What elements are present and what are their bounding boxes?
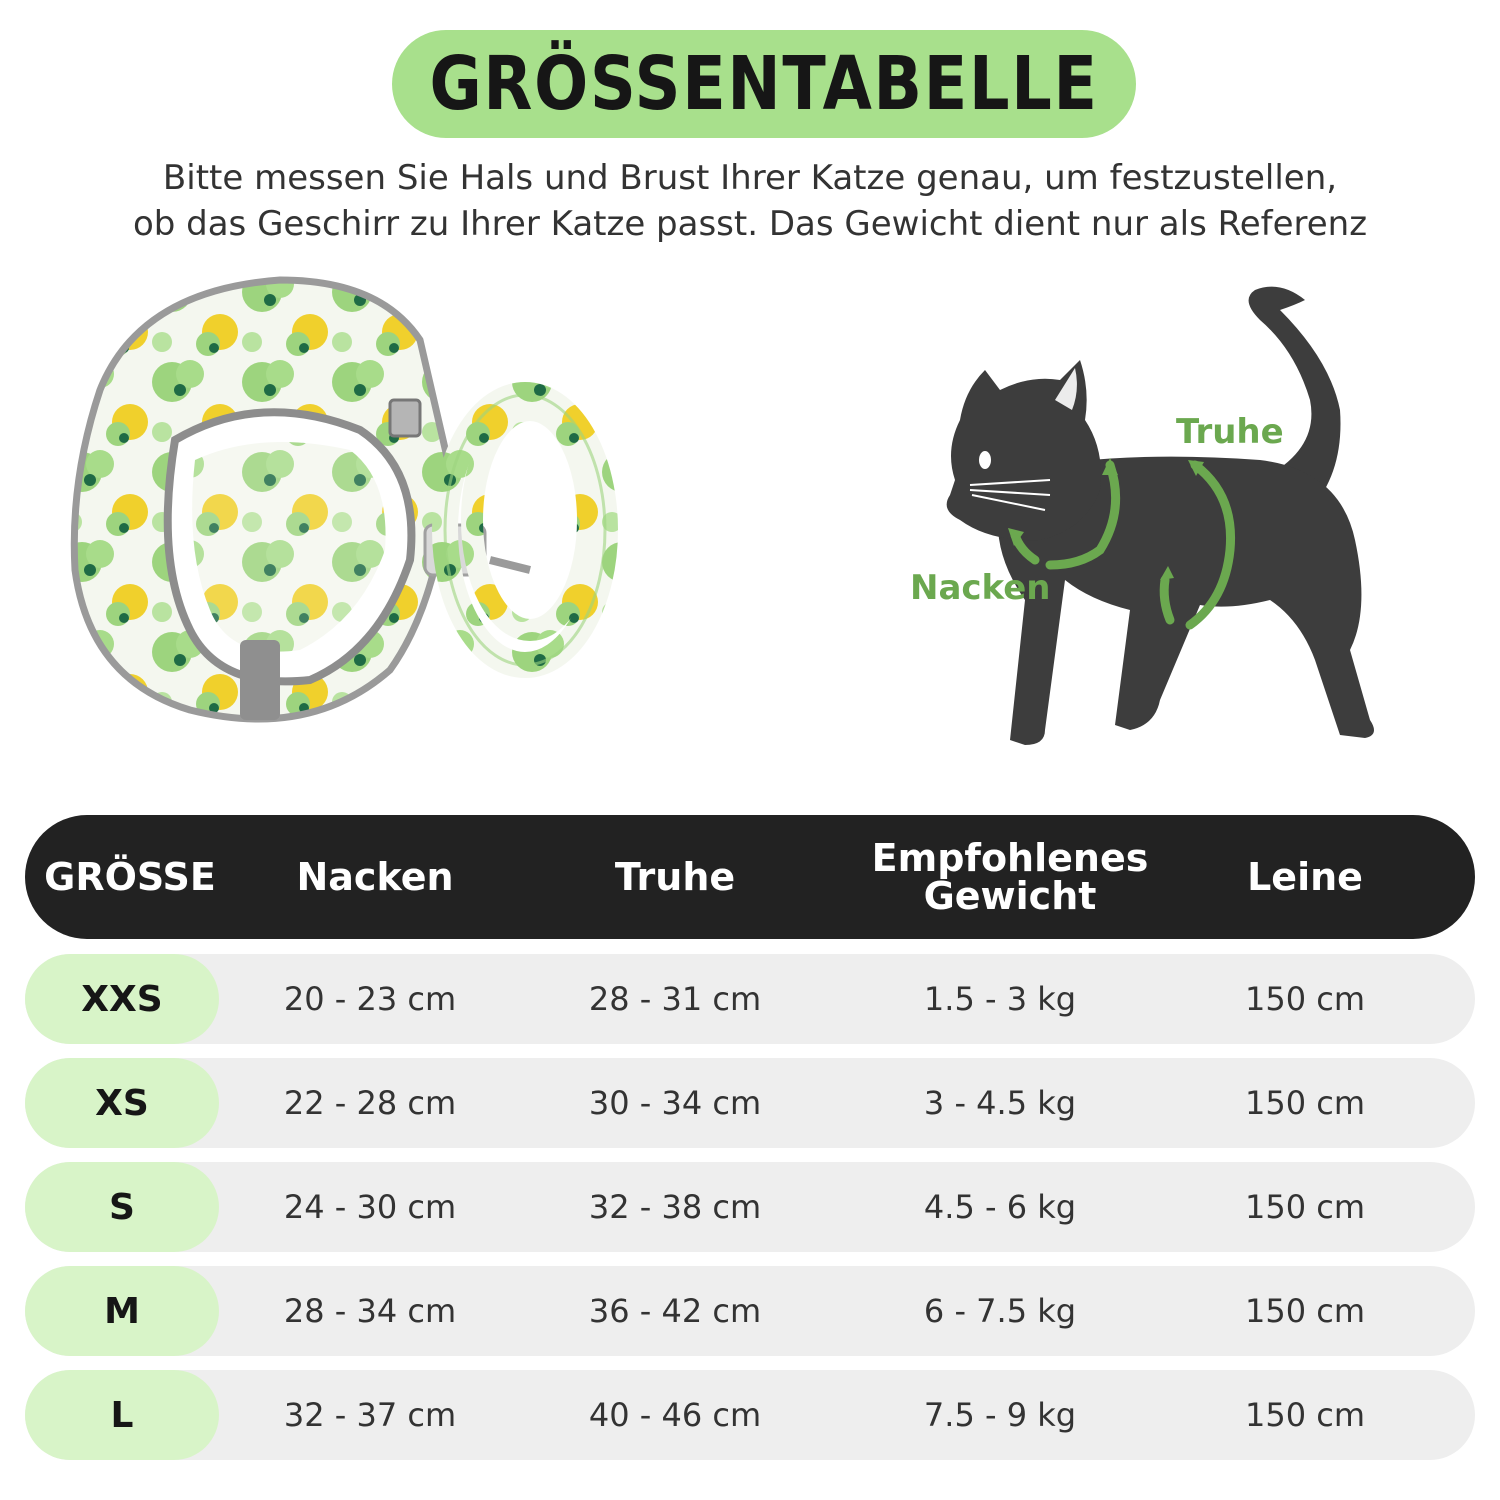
chest-cell: 30 - 34 cm: [588, 1084, 762, 1122]
table-row: [25, 1370, 1475, 1460]
weight-cell: 3 - 4.5 kg: [923, 1084, 1077, 1122]
leash-cell: 150 cm: [1244, 1396, 1365, 1434]
cat-measurement-diagram: [900, 280, 1440, 760]
page-title: GRÖSSENTABELLE: [429, 41, 1099, 127]
size-badge: L: [25, 1370, 219, 1460]
chest-cell: 28 - 31 cm: [588, 980, 762, 1018]
size-badge: XS: [25, 1058, 219, 1148]
chest-cell: 40 - 46 cm: [588, 1396, 762, 1434]
size-badge: M: [25, 1266, 219, 1356]
neck-cell: 32 - 37 cm: [283, 1396, 457, 1434]
header-weight-line-2: Gewicht: [923, 874, 1097, 918]
neck-cell: 28 - 34 cm: [283, 1292, 457, 1330]
header-leash: Leine: [1247, 855, 1363, 899]
leash-cell: 150 cm: [1244, 980, 1365, 1018]
leash-cell: 150 cm: [1244, 1084, 1365, 1122]
chest-label: Truhe: [1176, 412, 1284, 452]
table-row: [25, 1058, 1475, 1148]
chest-cell: 36 - 42 cm: [588, 1292, 762, 1330]
instructions-line-2: ob das Geschirr zu Ihrer Katze passt. Das Gewicht dient nur als Referenz: [132, 204, 1368, 244]
weight-cell: 1.5 - 3 kg: [923, 980, 1077, 1018]
table-row: [25, 1266, 1475, 1356]
weight-cell: 6 - 7.5 kg: [923, 1292, 1077, 1330]
size-badge: XXS: [25, 954, 219, 1044]
harness-leash-image: [60, 270, 630, 740]
instructions-text: [0, 155, 1500, 247]
size-table-header: [25, 815, 1475, 939]
leash-cell: 150 cm: [1244, 1188, 1365, 1226]
table-row: [25, 954, 1475, 1044]
header-neck: Nacken: [296, 855, 454, 899]
neck-cell: 22 - 28 cm: [283, 1084, 457, 1122]
title-banner: [392, 30, 1136, 138]
neck-cell: 24 - 30 cm: [283, 1188, 457, 1226]
header-weight: [845, 815, 1175, 939]
weight-cell: 7.5 - 9 kg: [923, 1396, 1077, 1434]
neck-cell: 20 - 23 cm: [283, 980, 457, 1018]
instructions-line-1: Bitte messen Sie Hals und Brust Ihrer Katze genau, um festzustellen,: [162, 158, 1338, 198]
header-chest: Truhe: [614, 855, 736, 899]
leash-cell: 150 cm: [1244, 1292, 1365, 1330]
weight-cell: 4.5 - 6 kg: [923, 1188, 1077, 1226]
size-badge: S: [25, 1162, 219, 1252]
neck-label: Nacken: [910, 568, 1051, 608]
header-size: GRÖSSE: [44, 855, 216, 899]
table-row: [25, 1162, 1475, 1252]
header-weight-line-1: Empfohlenes: [871, 836, 1149, 880]
chest-cell: 32 - 38 cm: [588, 1188, 762, 1226]
